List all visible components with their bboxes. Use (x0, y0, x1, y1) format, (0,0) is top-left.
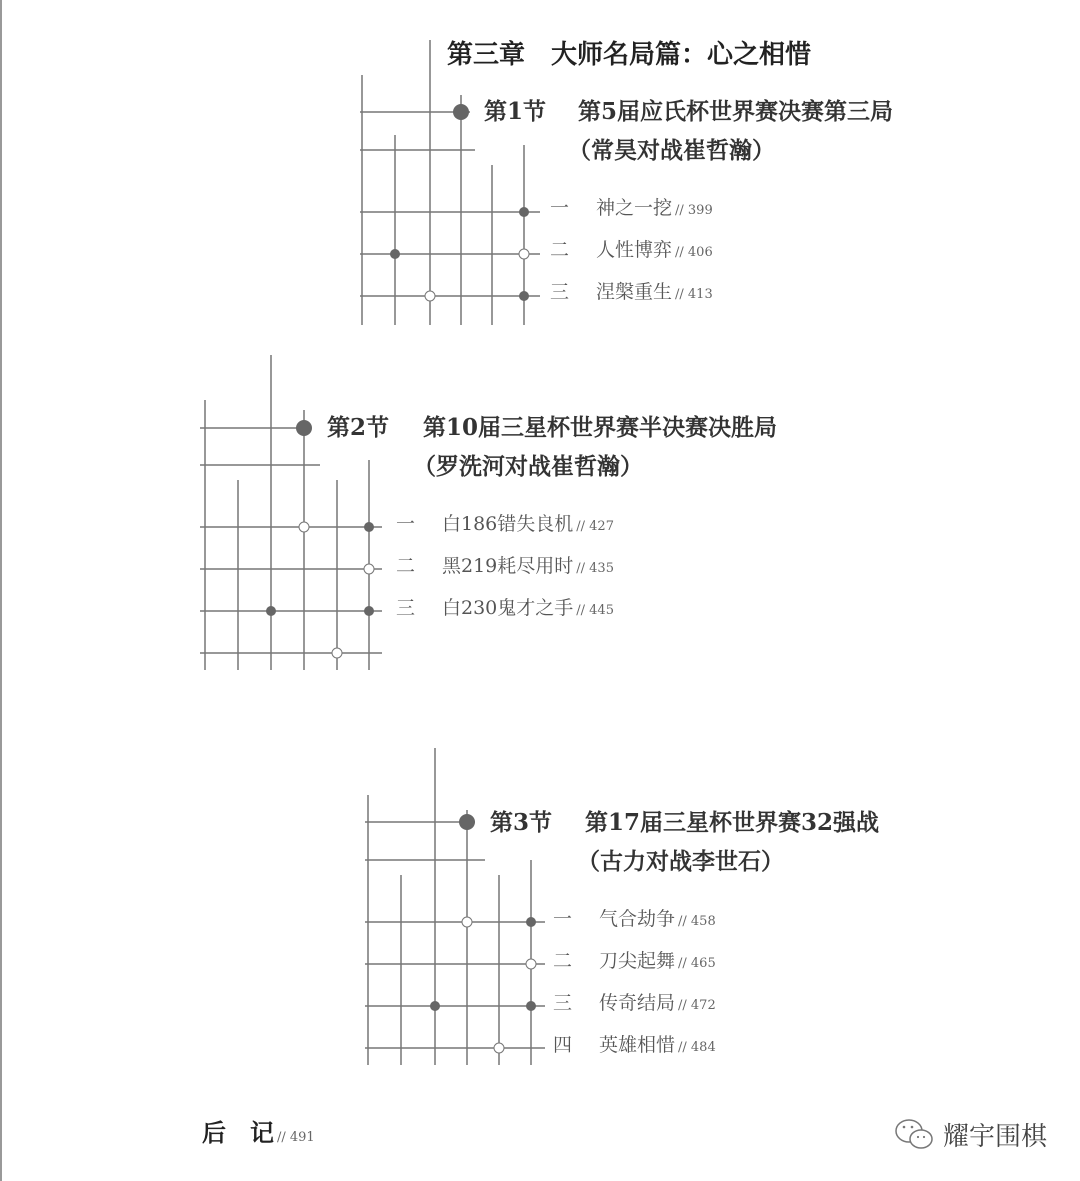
entry-title: 英雄相惜 (599, 1034, 676, 1056)
section-label: 第3节 (490, 809, 553, 836)
section-subtitle: （古力对战李世石） (577, 848, 784, 875)
black-stone (459, 814, 475, 830)
page-number: // 458 (678, 914, 716, 929)
section-subtitle: （常昊对战崔哲瀚） (568, 137, 775, 164)
entry-number: 一 (396, 513, 416, 535)
white-stone (299, 522, 309, 532)
entry-number: 一 (550, 197, 570, 219)
entry-number: 四 (553, 1034, 573, 1056)
entry-title: 白230鬼才之手 (442, 597, 574, 619)
black-stone (519, 207, 529, 217)
section-label: 第2节 (327, 414, 390, 441)
entry-title: 气合劫争 (599, 908, 676, 930)
section-title[interactable]: 第17届三星杯世界赛32强战 (585, 809, 880, 836)
entry-number: 二 (550, 239, 570, 261)
page-number: // 472 (678, 998, 716, 1013)
section-title[interactable]: 第10届三星杯世界赛半决赛决胜局 (423, 414, 778, 441)
entry-title: 人性博弈 (596, 239, 673, 261)
section-title[interactable]: 第5届应氏杯世界赛决赛第三局 (578, 98, 894, 125)
black-stone (526, 917, 536, 927)
toc-entry[interactable] (396, 557, 614, 576)
page-number: // 435 (576, 561, 614, 576)
entry-number: 三 (396, 597, 416, 619)
entry-title: 神之一挖 (596, 197, 673, 219)
white-stone (332, 648, 342, 658)
black-stone (364, 522, 374, 532)
afterword-entry[interactable] (202, 1118, 315, 1147)
black-stone (296, 420, 312, 436)
white-stone (526, 959, 536, 969)
black-stone (526, 1001, 536, 1011)
white-stone (519, 249, 529, 259)
entry-title: 白186错失良机 (442, 513, 574, 535)
entry-number: 一 (553, 908, 573, 930)
toc-entry[interactable] (553, 994, 716, 1013)
white-stone (425, 291, 435, 301)
toc-entry[interactable] (553, 910, 716, 929)
entry-number: 二 (553, 950, 573, 972)
page-number: // 413 (675, 287, 713, 302)
entry-title: 传奇结局 (599, 992, 676, 1014)
page-number: // 399 (675, 203, 713, 218)
toc-entry[interactable] (550, 241, 713, 260)
toc-entry[interactable] (550, 283, 713, 302)
afterword-label: 后 记 (202, 1118, 274, 1147)
board-section-1 (360, 40, 540, 325)
board-section-2 (200, 355, 382, 670)
toc-entry[interactable] (553, 952, 716, 971)
white-stone (462, 917, 472, 927)
entry-number: 三 (550, 281, 570, 303)
page-number: // 465 (678, 956, 716, 971)
black-stone (430, 1001, 440, 1011)
page-number: // 427 (576, 519, 614, 534)
toc-entry[interactable] (550, 199, 713, 218)
entry-number: 二 (396, 555, 416, 577)
section-label: 第1节 (484, 98, 547, 125)
page-number: // 484 (678, 1040, 716, 1055)
board-section-3 (365, 748, 545, 1065)
page-number: // 491 (277, 1130, 315, 1145)
entry-number: 三 (553, 992, 573, 1014)
entry-title: 涅槃重生 (596, 281, 673, 303)
black-stone (453, 104, 469, 120)
page-number: // 445 (576, 603, 614, 618)
page-number: // 406 (675, 245, 713, 260)
white-stone (494, 1043, 504, 1053)
black-stone (364, 606, 374, 616)
black-stone (266, 606, 276, 616)
black-stone (390, 249, 400, 259)
wechat-icon (893, 1117, 937, 1153)
section-subtitle: （罗洗河对战崔哲瀚） (413, 453, 643, 480)
toc-entry[interactable] (396, 599, 614, 618)
white-stone (364, 564, 374, 574)
black-stone (519, 291, 529, 301)
chapter-title: 第三章 大师名局篇：心之相惜 (447, 40, 812, 70)
watermark (893, 1116, 1047, 1153)
watermark-text: 耀宇围棋 (943, 1122, 1048, 1152)
toc-entry[interactable] (553, 1036, 716, 1055)
toc-entry[interactable] (396, 515, 614, 534)
entry-title: 黑219耗尽用时 (442, 555, 574, 577)
entry-title: 刀尖起舞 (599, 950, 676, 972)
